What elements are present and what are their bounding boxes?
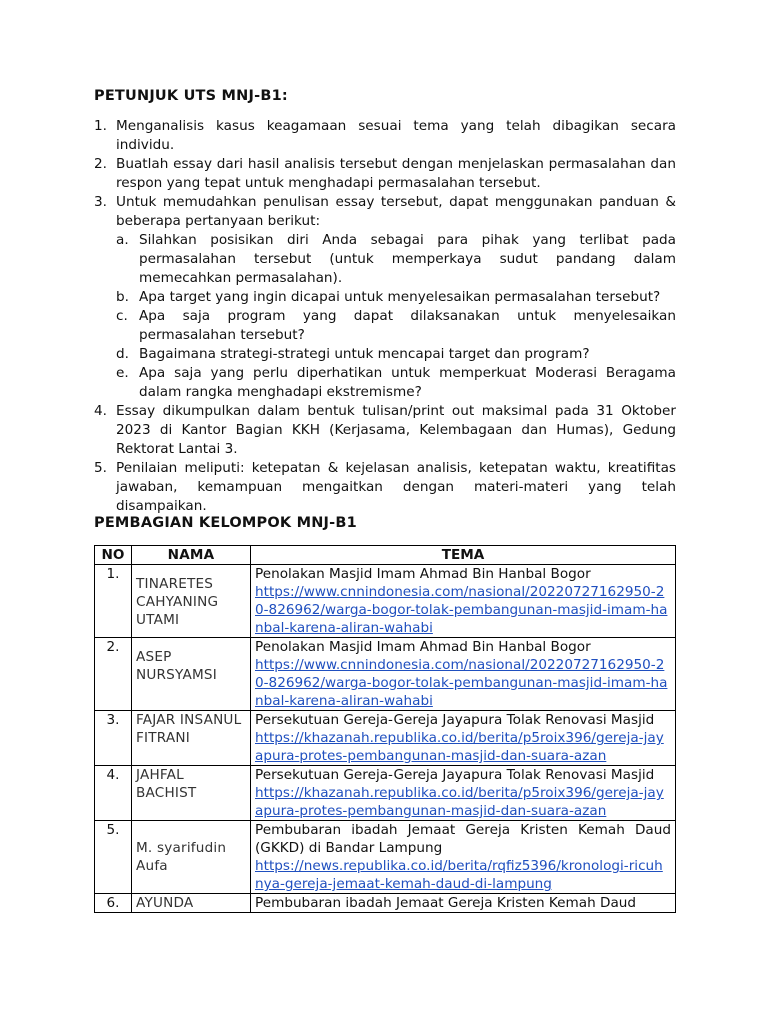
row-nama: JAHFAL BACHIST bbox=[132, 766, 251, 821]
table-row bbox=[95, 766, 676, 821]
tema-link[interactable]: https://www.cnnindonesia.com/nasional/20220727162950-20-826962/warga-bogor-tolak-pembangunan-masjid-imam-hanbal-karena-aliran-wahabi bbox=[255, 657, 668, 709]
tema-text: Persekutuan Gereja-Gereja Jayapura Tolak Renovasi Masjid bbox=[255, 767, 655, 783]
instruction-item-5: 5. Penilaian meliputi: ketepatan & kejelasan analisis, ketepatan waktu, kreatifitas jawaban, kemampuan mengaitkan dengan materi-materi yang telah disampaikan. bbox=[94, 460, 676, 514]
sub-item-e: e. Apa saja yang perlu diperhatikan untuk memperkuat Moderasi Beragama dalam rangka menghadapi ekstremisme? bbox=[116, 365, 676, 400]
tema-text: Pembubaran ibadah Jemaat Gereja Kristen Kemah Daud bbox=[255, 895, 637, 911]
instruction-item-4: 4. Essay dikumpulkan dalam bentuk tulisan/print out maksimal pada 31 Oktober 2023 di Kantor Bagian KKH (Kerjasama, Kelembagaan dan Humas), Gedung Rektorat Lantai 3. bbox=[94, 403, 676, 457]
row-nama: ASEP NURSYAMSI bbox=[132, 638, 251, 711]
row-tema bbox=[251, 638, 676, 711]
sub-item-c: c. Apa saja program yang dapat dilaksanakan untuk menyelesaikan permasalahan tersebut? bbox=[116, 308, 676, 343]
instruction-item-2: 2. Buatlah essay dari hasil analisis tersebut dengan menjelaskan permasalahan dan respon yang tepat untuk menghadapi permasalahan tersebut. bbox=[94, 156, 676, 191]
row-nama: FAJAR INSANUL FITRANI bbox=[132, 711, 251, 766]
row-nama: AYUNDA bbox=[132, 894, 251, 913]
tema-text: Persekutuan Gereja-Gereja Jayapura Tolak Renovasi Masjid bbox=[255, 712, 655, 728]
tema-link[interactable]: https://khazanah.republika.co.id/berita/p5roix396/gereja-jayapura-protes-pembangunan-masjid-dan-suara-azan bbox=[255, 785, 664, 819]
table-header-row bbox=[95, 546, 676, 565]
table-row bbox=[95, 638, 676, 711]
row-tema bbox=[251, 766, 676, 821]
table-row bbox=[95, 821, 676, 894]
row-tema bbox=[251, 565, 676, 638]
tema-link[interactable]: https://khazanah.republika.co.id/berita/p5roix396/gereja-jayapura-protes-pembangunan-masjid-dan-suara-azan bbox=[255, 730, 664, 764]
header-no: NO bbox=[95, 546, 132, 565]
row-tema bbox=[251, 894, 676, 913]
header-nama: NAMA bbox=[132, 546, 251, 565]
row-tema bbox=[251, 711, 676, 766]
tema-text: Pembubaran ibadah Jemaat Gereja Kristen Kemah Daud (GKKD) di Bandar Lampung bbox=[255, 822, 671, 856]
instruction-item-3: 3. Untuk memudahkan penulisan essay tersebut, dapat menggunakan panduan & beberapa pertanyaan berikut: a. Silahkan posisikan diri Anda sebagai para pihak yang terlibat pada permasalahan tersebut (untuk memperkaya sudut pandang dalam memecahkan permasalahan). b. Apa target yang ingin dicapai untuk menyelesaikan permasalahan tersebut? c. Apa saja program yang dapat dilaksanakan untuk menyelesaikan permasalahan tersebut? d. Bagaimana strategi-strategi untuk mencapai target dan program? e. Apa saja yang perlu diperhatikan untuk memperkuat Moderasi Beragama dalam rangka menghadapi ekstremisme? bbox=[94, 194, 676, 400]
tema-text: Penolakan Masjid Imam Ahmad Bin Hanbal Bogor bbox=[255, 566, 591, 582]
row-no: 2. bbox=[95, 638, 132, 711]
tema-link[interactable]: https://news.republika.co.id/berita/rqfiz5396/kronologi-ricuhnya-gereja-jemaat-kemah-daud-di-lampung bbox=[255, 858, 663, 892]
instruction-item-1: 1. Menganalisis kasus keagamaan sesuai tema yang telah dibagikan secara individu. bbox=[94, 118, 676, 153]
row-no: 5. bbox=[95, 821, 132, 894]
tema-link[interactable]: https://www.cnnindonesia.com/nasional/20220727162950-20-826962/warga-bogor-tolak-pembangunan-masjid-imam-hanbal-karena-aliran-wahabi bbox=[255, 584, 668, 636]
table-row bbox=[95, 894, 676, 913]
table-row bbox=[95, 565, 676, 638]
row-tema bbox=[251, 821, 676, 894]
row-nama: M. syarifudin Aufa bbox=[132, 821, 251, 894]
row-no: 1. bbox=[95, 565, 132, 638]
table-row bbox=[95, 711, 676, 766]
sub-item-d: d. Bagaimana strategi-strategi untuk mencapai target dan program? bbox=[116, 346, 590, 362]
tema-text: Penolakan Masjid Imam Ahmad Bin Hanbal Bogor bbox=[255, 639, 591, 655]
row-nama: TINARETES CAHYANING UTAMI bbox=[132, 565, 251, 638]
header-tema: TEMA bbox=[251, 546, 676, 565]
row-no: 4. bbox=[95, 766, 132, 821]
row-no: 3. bbox=[95, 711, 132, 766]
groups-title: PEMBAGIAN KELOMPOK MNJ-B1 bbox=[94, 515, 357, 531]
sub-item-a: a. Silahkan posisikan diri Anda sebagai para pihak yang terlibat pada permasalahan tersebut (untuk memperkaya sudut pandang dalam memecahkan permasalahan). bbox=[116, 232, 676, 286]
instructions-list bbox=[94, 117, 676, 516]
instruction-sub-list bbox=[116, 231, 676, 402]
row-no: 6. bbox=[95, 894, 132, 913]
sub-item-b: b. Apa target yang ingin dicapai untuk menyelesaikan permasalahan tersebut? bbox=[116, 289, 661, 305]
instructions-title: PETUNJUK UTS MNJ-B1: bbox=[94, 88, 288, 104]
groups-table bbox=[94, 545, 676, 913]
